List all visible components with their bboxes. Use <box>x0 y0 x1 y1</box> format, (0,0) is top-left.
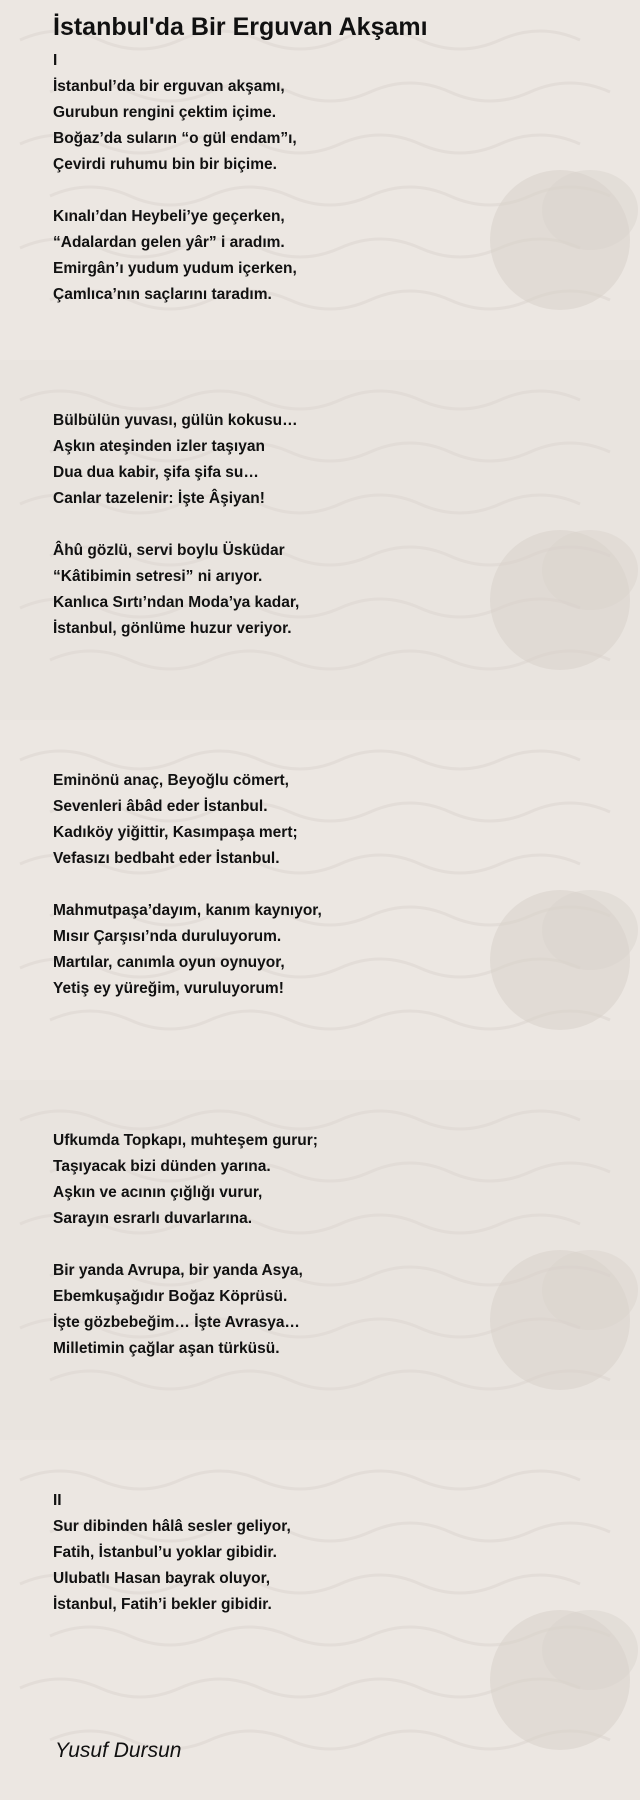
poem-section <box>53 1488 291 1618</box>
poem-line: İşte gözbebeğim… İşte Avrasya… <box>53 1314 300 1331</box>
poem-line: Mısır Çarşısı’nda duruluyorum. <box>53 928 282 945</box>
poem-line: Kınalı’dan Heybeli’ye geçerken, <box>53 208 285 225</box>
poem-line: Eminönü anaç, Beyoğlu cömert, <box>53 772 289 789</box>
stanza <box>53 1488 291 1618</box>
stanza <box>53 898 322 1002</box>
poem-line: Canlar tazelenir: İşte Âşiyan! <box>53 490 265 507</box>
poem-line: İstanbul, gönlüme huzur veriyor. <box>53 620 292 637</box>
stanza-gap <box>53 872 322 898</box>
poem-line: Ufkumda Topkapı, muhteşem gurur; <box>53 1132 318 1149</box>
poem-line: Martılar, canımla oyun oynuyor, <box>53 954 285 971</box>
poem-line: II <box>53 1492 62 1509</box>
poem-line: Vefasızı bedbaht eder İstanbul. <box>53 850 280 867</box>
poem-section <box>53 768 322 1002</box>
poem-line: Yetiş ey yüreğim, vuruluyorum! <box>53 980 284 997</box>
ink-blot <box>542 530 638 610</box>
stanza <box>53 1128 318 1232</box>
poem-line: Milletimin çağlar aşan türküsü. <box>53 1340 280 1357</box>
stanza-gap <box>53 1232 318 1258</box>
poem-line: Kadıköy yiğittir, Kasımpaşa mert; <box>53 824 298 841</box>
poem-line: Sevenleri âbâd eder İstanbul. <box>53 798 268 815</box>
poem-line: Boğaz’da suların “o gül endam”ı, <box>53 130 297 147</box>
poem-title: İstanbul'da Bir Erguvan Akşamı <box>53 13 428 41</box>
poem-line: Kanlıca Sırtı’ndan Moda’ya kadar, <box>53 594 300 611</box>
stanza-gap <box>53 512 299 538</box>
ink-blot <box>542 1250 638 1330</box>
poem-line: Aşkın ve acının çığlığı vurur, <box>53 1184 263 1201</box>
poem-line: Ebemkuşağıdır Boğaz Köprüsü. <box>53 1288 288 1305</box>
poem-line: Bir yanda Avrupa, bir yanda Asya, <box>53 1262 303 1279</box>
poem-line: Taşıyacak bizi dünden yarına. <box>53 1158 271 1175</box>
stanza <box>53 204 297 308</box>
stanza-gap <box>53 178 297 204</box>
poem-line: Fatih, İstanbul’u yoklar gibidir. <box>53 1544 277 1561</box>
poem-line: Aşkın ateşinden izler taşıyan <box>53 438 265 455</box>
stanza <box>53 1258 318 1362</box>
poem-line: Sur dibinden hâlâ sesler geliyor, <box>53 1518 291 1535</box>
stanza <box>53 408 299 512</box>
poem-section <box>53 408 299 642</box>
poem-line: “Kâtibimin setresi” ni arıyor. <box>53 568 263 585</box>
poem-line: I <box>53 52 58 69</box>
poem-line: “Adalardan gelen yâr” i aradım. <box>53 234 285 251</box>
ink-blot <box>542 890 638 970</box>
poem-line: Sarayın esrarlı duvarlarına. <box>53 1210 253 1227</box>
poem-line: Ulubatlı Hasan bayrak oluyor, <box>53 1570 271 1587</box>
poem-section <box>53 48 297 308</box>
poem-line: Çamlıca’nın saçlarını taradım. <box>53 286 272 303</box>
stanza <box>53 48 297 178</box>
stanza <box>53 768 322 872</box>
poem-line: Âhû gözlü, servi boylu Üsküdar <box>53 542 285 559</box>
poem-line: Gurubun rengini çektim içime. <box>53 104 277 121</box>
poem-section <box>53 1128 318 1362</box>
poem-line: Emirgân’ı yudum yudum içerken, <box>53 260 297 277</box>
ink-blot <box>542 1610 638 1690</box>
poem-line: Mahmutpaşa’dayım, kanım kaynıyor, <box>53 902 322 919</box>
author-signature: Yusuf Dursun <box>55 1739 182 1762</box>
stanza <box>53 538 299 642</box>
poem-line: Çevirdi ruhumu bin bir biçime. <box>53 156 277 173</box>
poem-line: Bülbülün yuvası, gülün kokusu… <box>53 412 298 429</box>
poem-line: İstanbul, Fatih’i bekler gibidir. <box>53 1596 272 1613</box>
ink-blot <box>542 170 638 250</box>
poem-line: İstanbul’da bir erguvan akşamı, <box>53 78 285 95</box>
poem-line: Dua dua kabir, şifa şifa su… <box>53 464 259 481</box>
